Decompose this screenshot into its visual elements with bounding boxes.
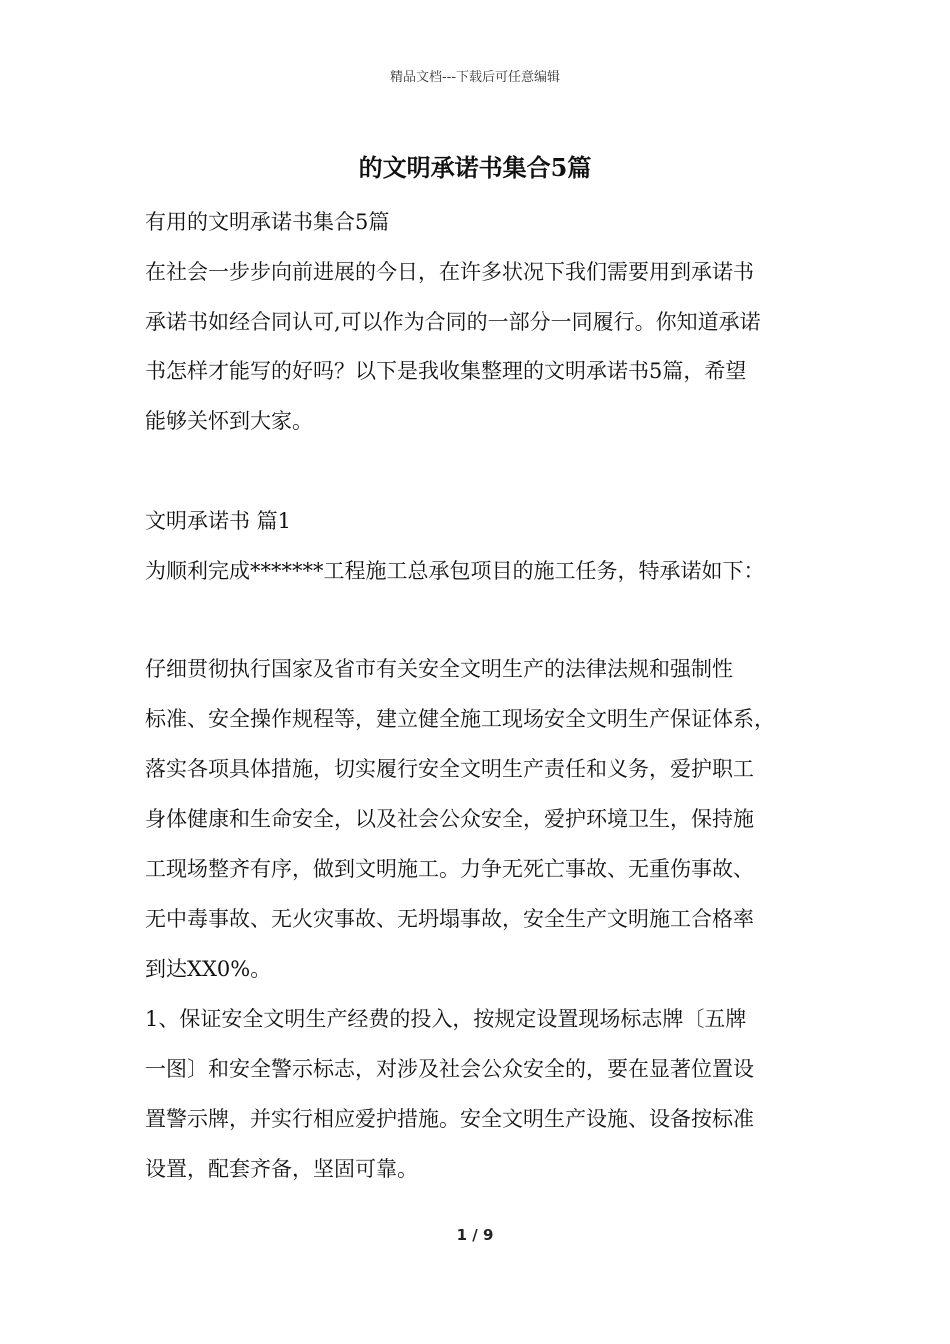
subtitle-line: 有用的文明承诺书集合5篇 — [145, 210, 390, 234]
page-header: 精品文档---下载后可任意编辑 — [389, 70, 561, 85]
paragraph-line: 一图〕和安全警示标志，对涉及社会公众安全的，要在显著位置设 — [145, 1057, 754, 1081]
paragraph-line: 书怎样才能写的好吗？以下是我收集整理的文明承诺书5篇，希望 — [145, 359, 747, 383]
paragraph-line: 到达XX0%。 — [145, 957, 272, 981]
paragraph-line: 在社会一步步向前进展的今日，在许多状况下我们需要用到承诺书 — [145, 260, 754, 284]
section-heading: 文明承诺书 篇1 — [145, 509, 292, 533]
paragraph-line: 无中毒事故、无火灾事故、无坍塌事故，安全生产文明施工合格率 — [145, 907, 754, 931]
paragraph-line: 仔细贯彻执行国家及省市有关安全文明生产的法律法规和强制性 — [145, 657, 733, 681]
document-title: 的文明承诺书集合5篇 — [358, 153, 592, 182]
paragraph-line: 置警示牌，并实行相应爱护措施。安全文明生产设施、设备按标准 — [145, 1107, 754, 1131]
paragraph-line: 设置，配套齐备，坚固可靠。 — [145, 1157, 418, 1181]
page-number: 1 / 9 — [456, 1226, 494, 1244]
paragraph-line: 标准、安全操作规程等，建立健全施工现场安全文明生产保证体系， — [145, 707, 775, 731]
paragraph-line: 能够关怀到大家。 — [145, 409, 313, 433]
paragraph-line: 为顺利完成*******工程施工总承包项目的施工任务，特承诺如下： — [145, 559, 765, 583]
paragraph-line: 工现场整齐有序，做到文明施工。力争无死亡事故、无重伤事故、 — [145, 857, 754, 881]
paragraph-line: 1、保证安全文明生产经费的投入，按规定设置现场标志牌〔五牌 — [145, 1007, 747, 1031]
paragraph-line: 承诺书如经合同认可,可以作为合同的一部分一同履行。你知道承诺 — [145, 310, 761, 334]
paragraph-line: 身体健康和生命安全，以及社会公众安全，爱护环境卫生，保持施 — [145, 807, 754, 831]
paragraph-line: 落实各项具体措施，切实履行安全文明生产责任和义务，爱护职工 — [145, 757, 754, 781]
